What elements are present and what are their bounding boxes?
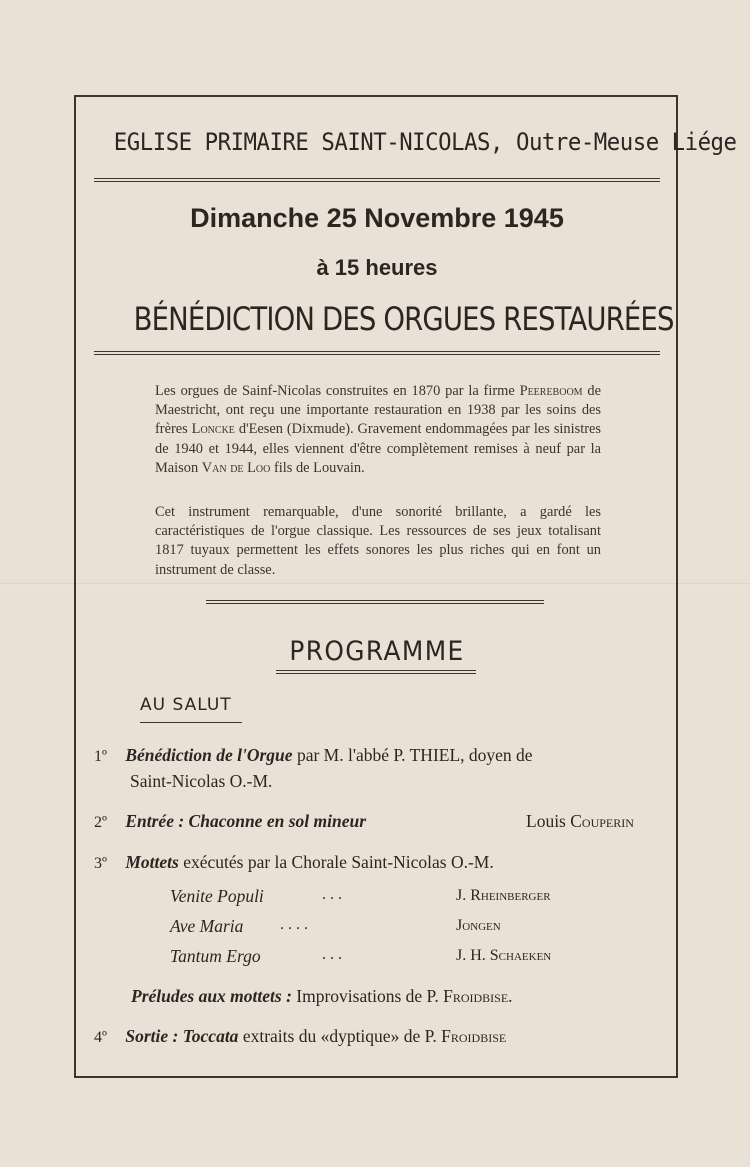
double-rule [206, 600, 544, 604]
motet-composer: J. Rheinberger [456, 887, 551, 904]
preludes-text: Improvisations de P. [291, 986, 444, 1006]
item-number: 1º [94, 748, 107, 765]
intro-paragraph-2: Cet instrument remarquable, d'une sonorité brillante, a gardé les caractéristiques de l'orgue classique. Les ressources de ses jeux totalisant 1817 tuyaux permettent les effets sonores les plus riches qui en font un instrument de classe. [155, 504, 601, 578]
item-number: 4º [94, 1029, 107, 1046]
leader-dots: . . . [322, 886, 342, 903]
leader-dots: . . . . [280, 916, 308, 933]
motet-title: Venite Populi [170, 886, 264, 906]
programme-item-1-continued: Saint-Nicolas O.-M. [130, 771, 273, 791]
item-title: Mottets [125, 852, 179, 872]
item-title: Entrée : Chaconne en sol mineur [125, 811, 367, 831]
programme-item-4 [94, 1023, 506, 1051]
composer-last-name: Couperin [570, 811, 634, 831]
motet-title: Tantum Ergo [170, 946, 261, 966]
underline [140, 722, 242, 723]
item-title: Sortie : Toccata [125, 1026, 239, 1046]
programme-heading: PROGRAMME [289, 636, 465, 667]
intro-text: fils de Louvain. [270, 459, 365, 476]
motet-composer: J. H. Schaeken [456, 947, 552, 964]
section-heading: AU SALUT [140, 695, 232, 715]
intro-text: de Maestricht, ont reçu une importante restauration en 1938 par les soins des frères [155, 383, 601, 438]
motet-title: Ave Maria [170, 916, 244, 936]
event-time: à 15 heures [316, 255, 438, 280]
composer-first-name: Louis [526, 811, 566, 831]
programme-item-1 [94, 742, 533, 770]
item-title: Bénédiction de l'Orgue [125, 745, 293, 765]
intro-text: d'Eesen (Dixmude). Gravement endommagées par les sinistres de 1940 et 1944, elles viennent d'être complètement remises à neuf par la Maison [155, 421, 601, 476]
item-number: 2º [94, 814, 107, 831]
item-text: exécutés par la Chorale Saint-Nicolas O.-M. [178, 852, 494, 872]
builder-name: Peereboom [519, 383, 583, 399]
programme-item-2 [94, 808, 366, 836]
double-rule [94, 351, 660, 355]
intro-paragraph-1 [155, 382, 601, 478]
item-composer [526, 808, 634, 834]
event-date: Dimanche 25 Novembre 1945 [190, 203, 564, 233]
intro-text: Les orgues de Sainf-Nicolas construites en 1870 par la firme [155, 383, 520, 399]
builder-name: Van de Loo [201, 459, 271, 476]
double-rule [94, 178, 660, 182]
builder-name: Loncke [191, 421, 235, 438]
item-text: par M. l'abbé P. THIEL, doyen de [292, 745, 533, 765]
item-number: 3º [94, 855, 107, 872]
document-border [74, 95, 737, 1078]
item-text: extraits du «dyptique» de P. [238, 1026, 442, 1046]
preludes-title: Préludes aux mottets : [131, 986, 292, 1006]
motet-composer: Jongen [456, 917, 501, 934]
programme-item-3 [94, 849, 494, 877]
church-heading: EGLISE PRIMAIRE SAINT-NICOLAS, Outre-Meuse Liége [113, 128, 737, 156]
event-title: BÉNÉDICTION DES ORGUES RESTAURÉES [133, 300, 674, 338]
preludes-composer: Froidbise. [443, 986, 513, 1006]
leader-dots: . . . [322, 946, 342, 963]
item-composer: Froidbise [441, 1026, 507, 1046]
preludes-line [131, 983, 513, 1009]
double-rule [276, 670, 476, 674]
